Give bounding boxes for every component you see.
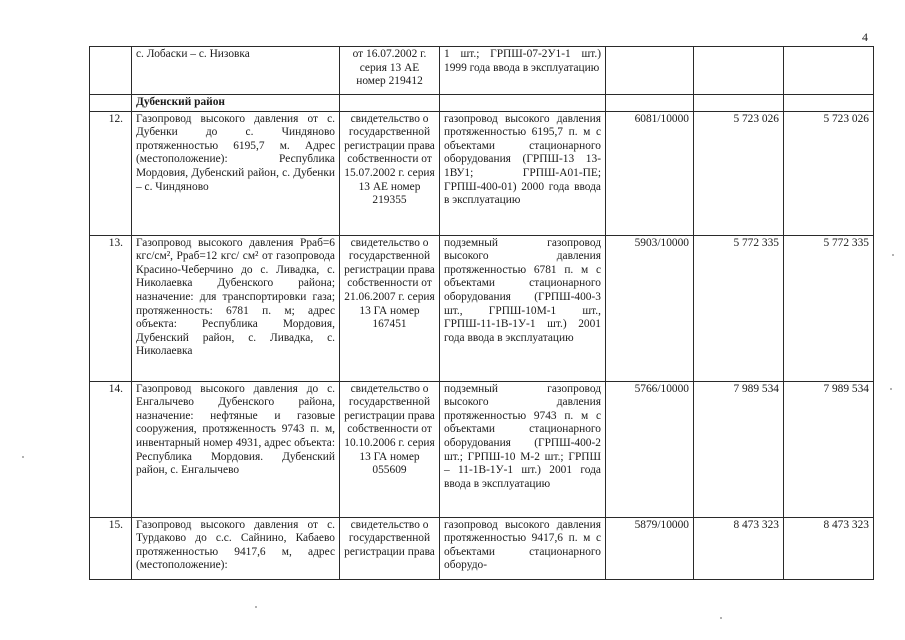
- district-row: [90, 95, 874, 112]
- share-cell: 5766/10000: [606, 381, 694, 517]
- row-number-cell: [90, 95, 132, 112]
- description-cell: газопровод высокого давления протяженностью 6195,7 п. м с объектами стационарного оборудования (ГРПШ-13 13-1ВУ1; ГРПШ-А01-ПЕ; ГРПШ-400-01) 2000 года ввода в эксплуатацию: [440, 111, 606, 235]
- empty-cell: [440, 95, 606, 112]
- registration-doc-cell: свидетельство о государственной регистрации права собственности от 10.10.2006 г. серия 13 ГА номер 055609: [340, 381, 440, 517]
- description-cell: подземный газопровод высокого давления протяженностью 9743 п. м с объектами стационарного оборудования (ГРПШ-400-2 шт.; ГРПШ-10 М-2 шт.; ГРПШ – 11-1В-1У-1 шт.) 2001 года ввода в эксплуатацию: [440, 381, 606, 517]
- property-registry-table: [89, 46, 874, 580]
- share-cell: 5903/10000: [606, 235, 694, 381]
- table-row: [90, 381, 874, 517]
- registration-doc-cell: от 16.07.2002 г. серия 13 АЕ номер 219412: [340, 47, 440, 95]
- row-number-cell: 14.: [90, 381, 132, 517]
- empty-cell: [340, 95, 440, 112]
- object-name-cell: Газопровод высокого давления до с. Енгалычево Дубенского района, назначение: нефтяные и газовые сооружения, протяженность 9743 п. м, инвентарный номер 4931, адрес объекта: Республика Мордовия. Дубенский район, с. Енгалычево: [132, 381, 340, 517]
- row-number-cell: 13.: [90, 235, 132, 381]
- value-cell: 7 989 534: [694, 381, 784, 517]
- object-name-cell: Газопровод высокого давления Рраб=6 кгс/см², Рраб=12 кгс/ см² от газопровода Красино-Чеберчино до с. Ливадка, с. Николаевка Дубенского района; назначение: для транспортировки газа; протяженность: 6781 п. м; адрес объекта: Республика Мордовия, Дубенский район, с. Ливадка, с. Николаевка: [132, 235, 340, 381]
- table-row: [90, 517, 874, 579]
- registration-doc-cell: свидетельство о государственной регистрации права собственности от 21.06.2007 г. серия 13 ГА номер 167451: [340, 235, 440, 381]
- value-cell: 5 772 335: [694, 235, 784, 381]
- scan-speck: [892, 254, 894, 256]
- description-cell: подземный газопровод высокого давления протяженностью 6781 п. м с объектами стационарного оборудования (ГРПШ-400-3 шт., ГРПШ-10М-1 шт., ГРПШ-11-1В-1У-1 шт.) 2001 года ввода в эксплуатацию: [440, 235, 606, 381]
- value-cell: 5 772 335: [784, 235, 874, 381]
- scan-speck: [22, 456, 24, 458]
- value-cell: [694, 47, 784, 95]
- object-name-cell: с. Лобаски – с. Низовка: [132, 47, 340, 95]
- registration-doc-cell: свидетельство о государственной регистрации права собственности от 15.07.2002 г. серия 13 АЕ номер 219355: [340, 111, 440, 235]
- object-name-cell: Газопровод высокого давления от с. Турдаково до с.с. Сайнино, Кабаево протяженностью 9417,6 м, адрес (местоположение):: [132, 517, 340, 579]
- scan-speck: [890, 388, 892, 390]
- district-name: Дубенский район: [132, 95, 340, 112]
- empty-cell: [784, 95, 874, 112]
- value-cell: [784, 47, 874, 95]
- table-row: [90, 47, 874, 95]
- share-cell: [606, 47, 694, 95]
- value-cell: 5 723 026: [694, 111, 784, 235]
- registration-doc-cell: свидетельство о государственной регистрации права: [340, 517, 440, 579]
- description-cell: 1 шт.; ГРПШ-07-2У1-1 шт.) 1999 года ввода в эксплуатацию: [440, 47, 606, 95]
- description-cell: газопровод высокого давления протяженностью 9417,6 п. м с объектами стационарного оборудо-: [440, 517, 606, 579]
- empty-cell: [606, 95, 694, 112]
- value-cell: 8 473 323: [694, 517, 784, 579]
- object-name-cell: Газопровод высокого давления от с. Дубенки до с. Чиндяново протяженностью 6195,7 м. Адрес (местоположение): Республика Мордовия, Дубенский район, с. Дубенки – с. Чиндяново: [132, 111, 340, 235]
- value-cell: 5 723 026: [784, 111, 874, 235]
- row-number-cell: [90, 47, 132, 95]
- empty-cell: [694, 95, 784, 112]
- value-cell: 7 989 534: [784, 381, 874, 517]
- row-number-cell: 15.: [90, 517, 132, 579]
- value-cell: 8 473 323: [784, 517, 874, 579]
- table-row: [90, 235, 874, 381]
- scan-speck: [255, 606, 257, 608]
- share-cell: 6081/10000: [606, 111, 694, 235]
- share-cell: 5879/10000: [606, 517, 694, 579]
- scan-speck: [720, 617, 722, 619]
- row-number-cell: 12.: [90, 111, 132, 235]
- table-row: [90, 111, 874, 235]
- page-number: 4: [862, 30, 868, 44]
